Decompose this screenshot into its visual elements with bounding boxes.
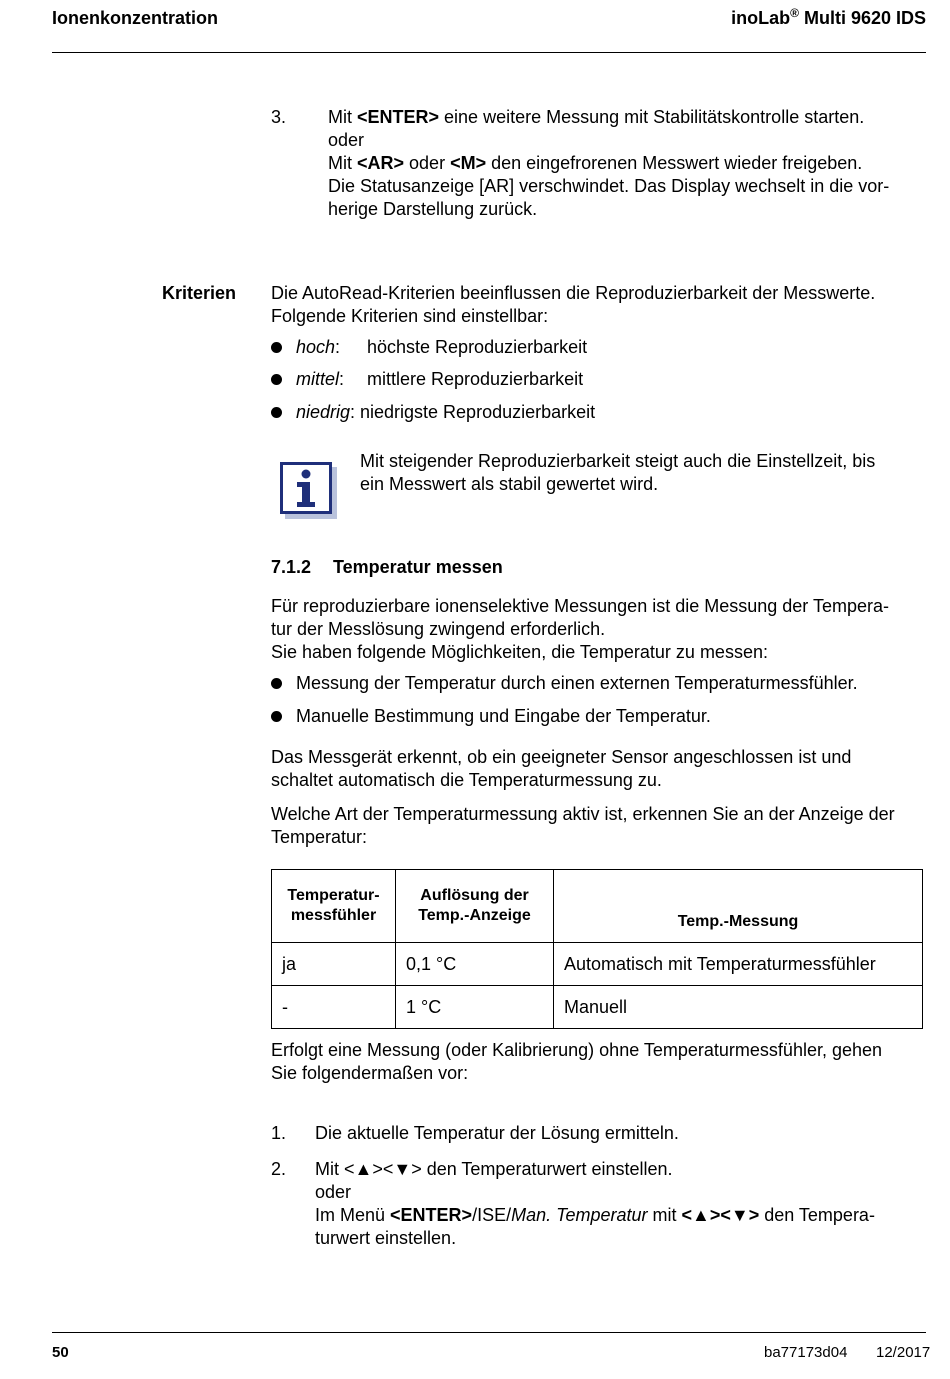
- arrow-keys: <▲><▼>: [681, 1205, 760, 1225]
- info-note-line-2: ein Messwert als stabil gewertet wird.: [360, 474, 659, 494]
- step-2-line-1: Mit <▲><▼> den Temperaturwert einstellen.: [315, 1159, 673, 1179]
- paragraph-line: Sie folgendermaßen vor:: [271, 1063, 469, 1083]
- enter-key: <ENTER>: [357, 107, 440, 127]
- document-date: 12/2017: [876, 1344, 931, 1361]
- section-paragraph-2: [271, 746, 931, 792]
- footer-divider: [52, 1332, 926, 1333]
- section-title: Temperatur messen: [333, 557, 503, 577]
- running-header-title: Ionenkonzentration: [52, 8, 218, 28]
- bullet-dot: [271, 407, 282, 418]
- product-brand: inoLab: [731, 8, 791, 28]
- step-3-line-5: herige Darstellung zurück.: [328, 199, 538, 219]
- step-3-line-4: Die Statusanzeige [AR] verschwindet. Das Display wechselt in die vor-: [328, 176, 890, 196]
- step-2-line-4: turwert einstellen.: [315, 1228, 457, 1248]
- section-paragraph-1: [271, 595, 931, 664]
- bullet-dot: [271, 342, 282, 353]
- table-header-cell: Temperatur- messfühler: [272, 870, 396, 943]
- paragraph-line: tur der Messlösung zwingend erforderlich.: [271, 619, 606, 639]
- table-cell: Automatisch mit Temperaturmessfühler: [554, 943, 923, 986]
- down-arrow-icon: ▼: [393, 1159, 412, 1179]
- m-key: <M>: [450, 153, 487, 173]
- kriterien-intro-line-2: Folgende Kriterien sind einstellbar:: [271, 306, 549, 326]
- info-icon: [280, 462, 337, 519]
- kriterien-side-label: Kriterien: [162, 283, 237, 303]
- table-cell: -: [272, 986, 396, 1029]
- step-3-line-3: Mit <AR> oder <M> den eingefrorenen Messwert wieder freigeben.: [328, 153, 863, 173]
- step-2-line-2: oder: [315, 1182, 352, 1202]
- bullet-dot: [271, 678, 282, 689]
- criterion-mittel: mittel: mittlere Reproduzierbarkeit: [271, 368, 583, 391]
- paragraph-line: Welche Art der Temperaturmessung aktiv ist, erkennen Sie an der Anzeige der: [271, 804, 895, 824]
- step-number-2: 2.: [271, 1159, 287, 1179]
- step-number-3: 3.: [271, 107, 287, 127]
- criterion-term: mittel: [296, 369, 340, 389]
- running-header-product: [731, 7, 926, 30]
- criterion-term: niedrig: [296, 402, 351, 422]
- paragraph-line: Das Messgerät erkennt, ob ein geeigneter Sensor angeschlossen ist und: [271, 747, 852, 767]
- header-divider: [52, 52, 926, 53]
- criterion-term: hoch: [296, 337, 336, 357]
- table-row: [272, 943, 923, 986]
- step-2-line-3: Im Menü <ENTER>/ISE/Man. Temperatur mit <▲><▼> den Tempera-: [315, 1205, 875, 1225]
- info-note-line-1: Mit steigender Reproduzierbarkeit steigt auch die Einstellzeit, bis: [360, 451, 876, 471]
- step-3-line-2: oder: [328, 130, 365, 150]
- table-cell: Manuell: [554, 986, 923, 1029]
- up-arrow-icon: ▲: [692, 1205, 710, 1225]
- after-table-paragraph: [271, 1039, 931, 1085]
- paragraph-line: schaltet automatisch die Temperaturmessung zu.: [271, 770, 662, 790]
- step-1-text: Die aktuelle Temperatur der Lösung ermitteln.: [315, 1123, 679, 1143]
- info-note: [360, 450, 930, 496]
- product-model: Multi 9620 IDS: [798, 8, 926, 28]
- paragraph-line: Temperatur:: [271, 827, 368, 847]
- kriterien-intro-line-1: Die AutoRead-Kriterien beeinflussen die Reproduzierbarkeit der Messwerte.: [271, 283, 876, 303]
- step-number-1: 1.: [271, 1123, 287, 1143]
- temperature-table: [271, 869, 923, 1029]
- paragraph-line: Sie haben folgende Möglichkeiten, die Temperatur zu messen:: [271, 642, 768, 662]
- list-item: [271, 672, 858, 695]
- table-header-cell: Temp.-Messung: [554, 870, 923, 943]
- criterion-description: höchste Reproduzierbarkeit: [367, 337, 588, 357]
- table-header-row: [272, 870, 923, 943]
- registered-mark: ®: [790, 6, 799, 20]
- paragraph-line: Erfolgt eine Messung (oder Kalibrierung) ohne Temperaturmessfühler, gehen: [271, 1040, 883, 1060]
- list-item: [271, 705, 711, 728]
- list-item-text: Messung der Temperatur durch einen externen Temperaturmessfühler.: [296, 673, 858, 693]
- list-item-text: Manuelle Bestimmung und Eingabe der Temperatur.: [296, 706, 711, 726]
- kriterien-intro: [271, 282, 931, 328]
- down-arrow-icon: ▼: [730, 1205, 749, 1225]
- bullet-dot: [271, 374, 282, 385]
- table-cell: 0,1 °C: [396, 943, 554, 986]
- table-cell: ja: [272, 943, 396, 986]
- table-header-cell: Auflösung der Temp.-Anzeige: [396, 870, 554, 943]
- step-2-text: [315, 1158, 930, 1250]
- section-number: 7.1.2: [271, 557, 312, 577]
- enter-key: <ENTER>: [390, 1205, 473, 1225]
- bullet-dot: [271, 711, 282, 722]
- table-cell: 1 °C: [396, 986, 554, 1029]
- criterion-niedrig: niedrig: niedrigste Reproduzierbarkeit: [271, 401, 595, 424]
- ar-key: <AR>: [357, 153, 405, 173]
- criterion-hoch: hoch: höchste Reproduzierbarkeit: [271, 336, 587, 359]
- step-3-line-1: Mit <ENTER> eine weitere Messung mit Stabilitätskontrolle starten.: [328, 107, 865, 127]
- document-id: ba77173d04: [764, 1344, 848, 1361]
- criterion-description: niedrigste Reproduzierbarkeit: [360, 402, 596, 422]
- step-3-text: [328, 106, 928, 221]
- table-row: [272, 986, 923, 1029]
- up-arrow-icon: ▲: [354, 1159, 373, 1179]
- section-paragraph-3: [271, 803, 931, 849]
- menu-item-name: Man. Temperatur: [511, 1205, 648, 1225]
- criterion-description: mittlere Reproduzierbarkeit: [367, 369, 584, 389]
- paragraph-line: Für reproduzierbare ionenselektive Messungen ist die Messung der Tempera-: [271, 596, 889, 616]
- page-number: 50: [52, 1344, 69, 1361]
